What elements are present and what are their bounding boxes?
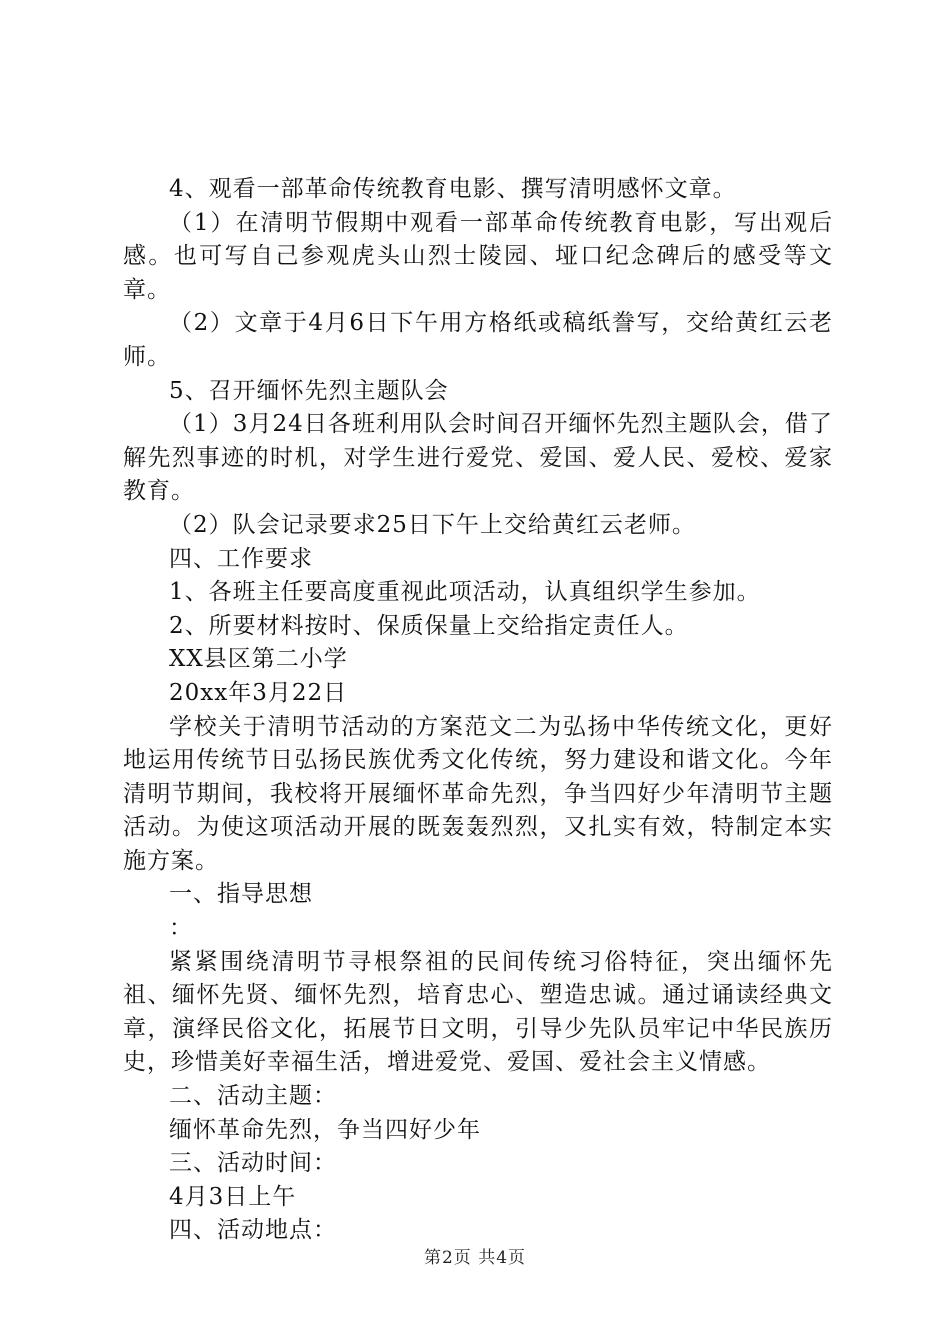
- signature-org: XX县区第二小学: [169, 646, 348, 673]
- paragraph: 2、所要材料按时、保质保量上交给指定责任人。: [169, 612, 689, 639]
- section-heading: 四、工作要求: [169, 545, 313, 572]
- page-number: 第2页 共4页: [423, 1248, 527, 1268]
- paragraph: 紧紧围绕清明节寻根祭祖的民间传统习俗特征，突出缅怀先祖、缅怀先贤、缅怀先烈，培育忠心、塑造忠诚。通过诵读经典文章，演绎民俗文化，拓展节日文明，引导少先队员牢记中华民族历史，珍惜美好幸福生活，增进爱党、爱国、爱社会主义情感。: [123, 948, 833, 1076]
- paragraph: （1）3月24日各班利用队会时间召开缅怀先烈主题队会，借了解先烈事迹的时机，对学生进行爱党、爱国、爱人民、爱校、爱家教育。: [123, 411, 833, 505]
- paragraph: 5、召开缅怀先烈主题队会: [169, 377, 449, 404]
- paragraph: （1）在清明节假期中观看一部革命传统教育电影，写出观后感。也可写自己参观虎头山烈士陵园、垭口纪念碑后的感受等文章。: [123, 209, 833, 303]
- paragraph: 学校关于清明节活动的方案范文二为弘扬中华传统文化，更好地运用传统节日弘扬民族优秀文化传统，努力建设和谐文化。今年清明节期间，我校将开展缅怀革命先烈，争当四好少年清明节主题活动。为使这项活动开展的既轰轰烈烈，又扎实有效，特制定本实施方案。: [123, 713, 833, 874]
- paragraph: 缅怀革命先烈，争当四好少年: [169, 1116, 481, 1143]
- section-heading: 二、活动主题：: [169, 1083, 337, 1110]
- section-heading: 三、活动时间：: [169, 1150, 337, 1177]
- signature-date: 20xx年3月22日: [169, 679, 348, 706]
- paragraph: ：: [169, 915, 193, 942]
- paragraph: 4、观看一部革命传统教育电影、撰写清明感怀文章。: [169, 176, 737, 202]
- section-heading: 一、指导思想: [169, 881, 313, 908]
- document-body: [123, 173, 833, 1248]
- section-heading: 四、活动地点：: [169, 1217, 337, 1244]
- paragraph: 1、各班主任要高度重视此项活动，认真组织学生参加。: [169, 579, 761, 606]
- paragraph: 4月3日上午: [169, 1183, 297, 1210]
- paragraph: （2）文章于4月6日下午用方格纸或稿纸誊写，交给黄红云老师。: [123, 310, 833, 370]
- paragraph: （2）队会记录要求25日下午上交给黄红云老师。: [169, 511, 696, 538]
